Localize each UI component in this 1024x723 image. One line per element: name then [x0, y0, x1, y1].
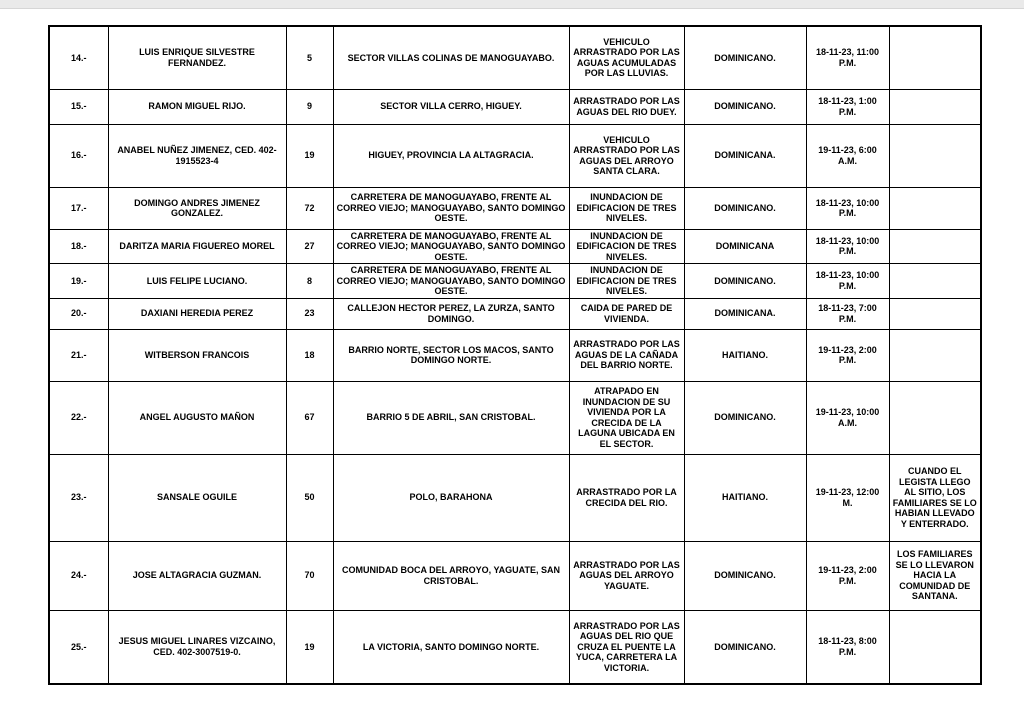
cell-victim-name: RAMON MIGUEL RIJO. — [108, 89, 286, 124]
cell-location: BARRIO 5 DE ABRIL, SAN CRISTOBAL. — [333, 381, 569, 454]
table-row — [49, 541, 981, 610]
cell-nationality: DOMINICANO. — [684, 26, 806, 89]
cell-note — [889, 26, 981, 89]
cell-nationality: DOMINICANA. — [684, 298, 806, 329]
cell-location: CALLEJON HECTOR PEREZ, LA ZURZA, SANTO DOMINGO. — [333, 298, 569, 329]
cell-nationality: DOMINICANA — [684, 229, 806, 264]
cell-age: 5 — [286, 26, 333, 89]
cell-row-number: 16.- — [49, 124, 108, 187]
cell-nationality: DOMINICANO. — [684, 264, 806, 299]
cell-date-time: 19-11-23, 2:00 P.M. — [806, 541, 889, 610]
cell-row-number: 24.- — [49, 541, 108, 610]
cell-date-time: 19-11-23, 6:00 A.M. — [806, 124, 889, 187]
cell-row-number: 21.- — [49, 329, 108, 381]
cell-age: 23 — [286, 298, 333, 329]
cell-note — [889, 298, 981, 329]
cell-location: CARRETERA DE MANOGUAYABO, FRENTE AL CORREO VIEJO; MANOGUAYABO, SANTO DOMINGO OESTE. — [333, 229, 569, 264]
cell-date-time: 18-11-23, 11:00 P.M. — [806, 26, 889, 89]
viewer-top-strip — [0, 0, 1024, 9]
cell-cause-of-death: ARRASTRADO POR LAS AGUAS DE LA CAÑADA DEL BARRIO NORTE. — [569, 329, 684, 381]
cell-row-number: 15.- — [49, 89, 108, 124]
cell-age: 19 — [286, 124, 333, 187]
cell-note — [889, 89, 981, 124]
cell-note: CUANDO EL LEGISTA LLEGO AL SITIO, LOS FAMILIARES SE LO HABIAN LLEVADO Y ENTERRADO. — [889, 454, 981, 541]
cell-row-number: 20.- — [49, 298, 108, 329]
cell-nationality: DOMINICANO. — [684, 541, 806, 610]
cell-cause-of-death: ARRASTRADO POR LAS AGUAS DEL ARROYO YAGUATE. — [569, 541, 684, 610]
cell-victim-name: DOMINGO ANDRES JIMENEZ GONZALEZ. — [108, 187, 286, 229]
table-row — [49, 26, 981, 89]
cell-cause-of-death: ARRASTRADO POR LA CRECIDA DEL RIO. — [569, 454, 684, 541]
cell-row-number: 14.- — [49, 26, 108, 89]
cell-date-time: 18-11-23, 7:00 P.M. — [806, 298, 889, 329]
cell-row-number: 23.- — [49, 454, 108, 541]
cell-cause-of-death: ARRASTRADO POR LAS AGUAS DEL RIO QUE CRUZA EL PUENTE LA YUCA, CARRETERA LA VICTORIA. — [569, 610, 684, 684]
victims-table-body — [49, 26, 981, 684]
cell-age: 9 — [286, 89, 333, 124]
cell-nationality: DOMINICANO. — [684, 610, 806, 684]
cell-victim-name: LUIS ENRIQUE SILVESTRE FERNANDEZ. — [108, 26, 286, 89]
cell-nationality: DOMINICANA. — [684, 124, 806, 187]
table-row — [49, 329, 981, 381]
table-row — [49, 610, 981, 684]
cell-nationality: HAITIANO. — [684, 329, 806, 381]
cell-location: LA VICTORIA, SANTO DOMINGO NORTE. — [333, 610, 569, 684]
victims-table — [48, 25, 982, 685]
cell-note: LOS FAMILIARES SE LO LLEVARON HACIA LA COMUNIDAD DE SANTANA. — [889, 541, 981, 610]
cell-cause-of-death: INUNDACION DE EDIFICACION DE TRES NIVELES. — [569, 187, 684, 229]
cell-age: 18 — [286, 329, 333, 381]
cell-date-time: 18-11-23, 10:00 P.M. — [806, 187, 889, 229]
table-row — [49, 298, 981, 329]
cell-note — [889, 329, 981, 381]
cell-victim-name: DARITZA MARIA FIGUEREO MOREL — [108, 229, 286, 264]
cell-victim-name: ANGEL AUGUSTO MAÑON — [108, 381, 286, 454]
cell-age: 67 — [286, 381, 333, 454]
cell-note — [889, 381, 981, 454]
cell-location: CARRETERA DE MANOGUAYABO, FRENTE AL CORREO VIEJO; MANOGUAYABO, SANTO DOMINGO OESTE. — [333, 264, 569, 299]
cell-row-number: 19.- — [49, 264, 108, 299]
cell-victim-name: WITBERSON FRANCOIS — [108, 329, 286, 381]
cell-note — [889, 264, 981, 299]
table-row — [49, 229, 981, 264]
cell-nationality: DOMINICANO. — [684, 381, 806, 454]
cell-victim-name: LUIS FELIPE LUCIANO. — [108, 264, 286, 299]
cell-row-number: 17.- — [49, 187, 108, 229]
cell-age: 50 — [286, 454, 333, 541]
cell-cause-of-death: CAIDA DE PARED DE VIVIENDA. — [569, 298, 684, 329]
cell-cause-of-death: VEHICULO ARRASTRADO POR LAS AGUAS DEL ARROYO SANTA CLARA. — [569, 124, 684, 187]
cell-victim-name: JESUS MIGUEL LINARES VIZCAINO, CED. 402-3007519-0. — [108, 610, 286, 684]
cell-note — [889, 124, 981, 187]
cell-victim-name: DAXIANI HEREDIA PEREZ — [108, 298, 286, 329]
cell-location: SECTOR VILLAS COLINAS DE MANOGUAYABO. — [333, 26, 569, 89]
cell-note — [889, 610, 981, 684]
cell-location: SECTOR VILLA CERRO, HIGUEY. — [333, 89, 569, 124]
cell-date-time: 19-11-23, 12:00 M. — [806, 454, 889, 541]
cell-row-number: 18.- — [49, 229, 108, 264]
cell-date-time: 19-11-23, 10:00 A.M. — [806, 381, 889, 454]
cell-date-time: 18-11-23, 1:00 P.M. — [806, 89, 889, 124]
cell-cause-of-death: INUNDACION DE EDIFICACION DE TRES NIVELES. — [569, 229, 684, 264]
cell-location: BARRIO NORTE, SECTOR LOS MACOS, SANTO DOMINGO NORTE. — [333, 329, 569, 381]
table-row — [49, 89, 981, 124]
table-row — [49, 124, 981, 187]
cell-date-time: 18-11-23, 10:00 P.M. — [806, 264, 889, 299]
cell-location: HIGUEY, PROVINCIA LA ALTAGRACIA. — [333, 124, 569, 187]
cell-row-number: 22.- — [49, 381, 108, 454]
cell-age: 70 — [286, 541, 333, 610]
document-page — [0, 9, 1024, 723]
cell-nationality: HAITIANO. — [684, 454, 806, 541]
cell-age: 27 — [286, 229, 333, 264]
cell-location: POLO, BARAHONA — [333, 454, 569, 541]
cell-age: 19 — [286, 610, 333, 684]
cell-note — [889, 187, 981, 229]
cell-cause-of-death: ARRASTRADO POR LAS AGUAS DEL RIO DUEY. — [569, 89, 684, 124]
cell-victim-name: ANABEL NUÑEZ JIMENEZ, CED. 402-1915523-4 — [108, 124, 286, 187]
cell-victim-name: SANSALE OGUILE — [108, 454, 286, 541]
cell-note — [889, 229, 981, 264]
cell-victim-name: JOSE ALTAGRACIA GUZMAN. — [108, 541, 286, 610]
cell-row-number: 25.- — [49, 610, 108, 684]
cell-cause-of-death: ATRAPADO EN INUNDACION DE SU VIVIENDA POR LA CRECIDA DE LA LAGUNA UBICADA EN EL SECTOR. — [569, 381, 684, 454]
cell-nationality: DOMINICANO. — [684, 187, 806, 229]
cell-date-time: 19-11-23, 2:00 P.M. — [806, 329, 889, 381]
table-row — [49, 454, 981, 541]
cell-location: CARRETERA DE MANOGUAYABO, FRENTE AL CORREO VIEJO; MANOGUAYABO, SANTO DOMINGO OESTE. — [333, 187, 569, 229]
cell-date-time: 18-11-23, 10:00 P.M. — [806, 229, 889, 264]
cell-cause-of-death: VEHICULO ARRASTRADO POR LAS AGUAS ACUMULADAS POR LAS LLUVIAS. — [569, 26, 684, 89]
cell-age: 8 — [286, 264, 333, 299]
cell-nationality: DOMINICANO. — [684, 89, 806, 124]
table-row — [49, 264, 981, 299]
cell-cause-of-death: INUNDACION DE EDIFICACION DE TRES NIVELES. — [569, 264, 684, 299]
cell-date-time: 18-11-23, 8:00 P.M. — [806, 610, 889, 684]
table-row — [49, 187, 981, 229]
cell-age: 72 — [286, 187, 333, 229]
table-row — [49, 381, 981, 454]
cell-location: COMUNIDAD BOCA DEL ARROYO, YAGUATE, SAN CRISTOBAL. — [333, 541, 569, 610]
